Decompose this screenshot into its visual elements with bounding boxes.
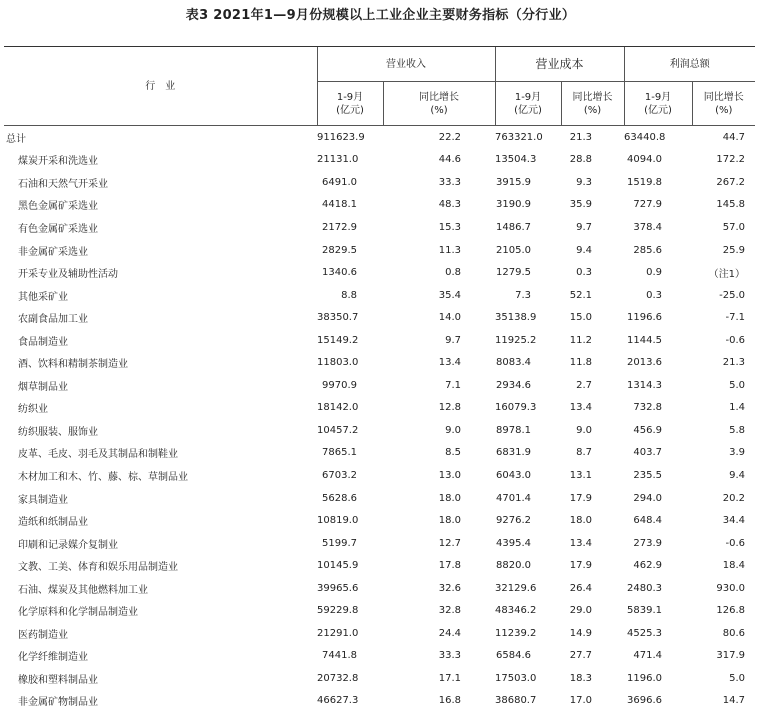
subheader-line: 1-9月 — [514, 91, 542, 103]
cell-profit-amount: 403.7 — [633, 447, 663, 459]
industry-name: 纺织业 — [18, 404, 48, 416]
cell-revenue-growth: 48.3 — [438, 199, 461, 211]
cell-profit-amount: 471.4 — [633, 650, 663, 662]
cell-cost-growth: 17.9 — [569, 560, 593, 572]
table-row — [4, 464, 755, 487]
cell-cost-growth: 0.3 — [576, 267, 593, 279]
cell-revenue-growth: 9.7 — [445, 334, 461, 346]
subheader-line: (%) — [583, 104, 602, 116]
cell-cost-amount: 35138.9 — [495, 312, 537, 324]
cell-profit-growth: 930.0 — [716, 582, 746, 594]
cell-profit-amount: 1144.5 — [627, 334, 663, 346]
cell-profit-growth: （注1） — [708, 269, 746, 281]
table-row — [4, 667, 755, 690]
industry-name: 印刷和记录媒介复制业 — [18, 539, 118, 551]
cell-revenue-amount: 21131.0 — [317, 154, 359, 166]
cell-cost-growth: 9.4 — [576, 244, 593, 256]
cell-revenue-amount: 59229.8 — [317, 605, 359, 617]
cell-revenue-amount: 911623.9 — [317, 126, 383, 149]
table-row — [4, 554, 755, 577]
cell-profit-amount: 456.9 — [633, 424, 663, 436]
cell-cost-amount: 3915.9 — [496, 176, 531, 188]
cell-cost-growth: 11.8 — [569, 357, 593, 369]
cell-revenue-amount: 7441.8 — [322, 650, 357, 662]
cell-cost-growth: 52.1 — [569, 289, 593, 301]
cell-profit-growth: 3.9 — [729, 447, 746, 459]
cell-cost-amount: 8820.0 — [496, 560, 531, 572]
cell-revenue-amount: 11803.0 — [317, 357, 359, 369]
subheader-line: (亿元) — [514, 104, 542, 116]
cell-revenue-amount: 15149.2 — [317, 334, 359, 346]
cell-profit-growth: 126.8 — [716, 605, 746, 617]
header-profit: 利润总额 — [624, 47, 755, 82]
industry-name: 酒、饮料和精制茶制造业 — [18, 359, 128, 371]
industry-name: 化学原料和化学制品制造业 — [18, 607, 138, 619]
header-industry: 行 业 — [4, 47, 317, 126]
subheader-revenue-growth — [383, 82, 495, 126]
cell-profit-amount: 727.9 — [633, 199, 663, 211]
cell-revenue-growth: 0.8 — [445, 267, 461, 279]
table-row — [4, 374, 755, 397]
cell-cost-growth: 9.7 — [576, 221, 593, 233]
cell-revenue-growth: 16.8 — [438, 695, 461, 707]
cell-profit-amount: 2480.3 — [627, 582, 663, 594]
financial-table-container — [4, 46, 755, 712]
cell-revenue-amount: 2172.9 — [322, 221, 357, 233]
table-row — [4, 239, 755, 262]
cell-profit-amount: 0.9 — [646, 267, 663, 279]
cell-cost-growth: 14.9 — [569, 627, 593, 639]
cell-cost-growth: 18.0 — [569, 515, 593, 527]
industry-name: 石油和天然气开采业 — [18, 178, 108, 190]
cell-profit-growth: -25.0 — [719, 289, 746, 301]
cell-revenue-amount: 2829.5 — [322, 244, 357, 256]
cell-profit-growth: 20.2 — [722, 492, 746, 504]
cell-profit-amount: 462.9 — [633, 560, 663, 572]
industry-name: 农副食品加工业 — [18, 314, 88, 326]
cell-profit-growth: 267.2 — [716, 176, 746, 188]
subheader-line: 同比增长 — [419, 91, 459, 103]
cell-revenue-growth: 8.5 — [445, 447, 461, 459]
cell-cost-growth: 21.3 — [561, 126, 624, 149]
subheader-revenue-amount — [317, 82, 383, 126]
cell-cost-growth: 27.7 — [569, 650, 593, 662]
subheader-cost-growth — [561, 82, 624, 126]
cell-cost-growth: 18.3 — [569, 672, 593, 684]
table-row — [4, 284, 755, 307]
industry-name: 皮革、毛皮、羽毛及其制品和制鞋业 — [18, 449, 178, 461]
table-row — [4, 261, 755, 284]
cell-revenue-growth: 15.3 — [438, 221, 461, 233]
cell-cost-growth: 17.0 — [569, 695, 593, 707]
industry-name: 其他采矿业 — [18, 291, 68, 303]
table-row — [4, 216, 755, 239]
cell-profit-growth: 14.7 — [722, 695, 746, 707]
industry-name: 化学纤维制造业 — [18, 652, 88, 664]
cell-profit-growth: -7.1 — [725, 312, 746, 324]
cell-profit-amount: 273.9 — [633, 537, 663, 549]
header-cost: 营业成本 — [495, 47, 624, 82]
cell-profit-amount: 2013.6 — [627, 357, 663, 369]
cell-cost-amount: 8083.4 — [496, 357, 531, 369]
industry-name: 造纸和纸制品业 — [18, 517, 88, 529]
cell-profit-growth: 172.2 — [716, 154, 746, 166]
industry-name: 有色金属矿采选业 — [18, 223, 98, 235]
cell-revenue-growth: 14.0 — [438, 312, 461, 324]
cell-cost-amount: 17503.0 — [495, 672, 537, 684]
cell-cost-amount: 6584.6 — [496, 650, 531, 662]
cell-profit-growth: -0.6 — [725, 537, 746, 549]
cell-revenue-amount: 6703.2 — [322, 469, 357, 481]
cell-profit-amount: 1314.3 — [627, 379, 663, 391]
industry-name: 纺织服装、服饰业 — [18, 426, 98, 438]
cell-cost-amount: 2105.0 — [496, 244, 531, 256]
cell-revenue-growth: 22.2 — [383, 126, 495, 149]
table-row — [4, 126, 755, 149]
subheader-line: 1-9月 — [336, 91, 364, 103]
cell-revenue-amount: 5199.7 — [322, 537, 357, 549]
cell-revenue-amount: 21291.0 — [317, 627, 359, 639]
cell-revenue-growth: 13.4 — [438, 357, 461, 369]
cell-cost-amount: 8978.1 — [496, 424, 531, 436]
cell-profit-growth: 5.0 — [729, 672, 746, 684]
subheader-line: 同比增长 — [703, 91, 744, 103]
cell-cost-amount: 11239.2 — [495, 627, 537, 639]
table-row — [4, 171, 755, 194]
cell-revenue-amount: 10819.0 — [317, 515, 359, 527]
table-row — [4, 622, 755, 645]
cell-revenue-growth: 44.6 — [438, 154, 461, 166]
cell-revenue-growth: 33.3 — [438, 176, 461, 188]
cell-revenue-amount: 10145.9 — [317, 560, 359, 572]
cell-revenue-growth: 12.8 — [438, 402, 461, 414]
cell-profit-growth: 25.9 — [722, 244, 746, 256]
subheader-profit-amount — [624, 82, 692, 126]
cell-profit-amount: 235.5 — [633, 469, 663, 481]
cell-revenue-amount: 38350.7 — [317, 312, 359, 324]
cell-cost-amount: 48346.2 — [495, 605, 537, 617]
subheader-line: 1-9月 — [644, 91, 672, 103]
cell-cost-growth: 13.1 — [569, 469, 593, 481]
subheader-line: (亿元) — [644, 104, 672, 116]
industry-name: 非金属矿物制品业 — [18, 697, 98, 709]
industry-name: 煤炭开采和洗选业 — [18, 156, 98, 168]
subheader-cost-amount — [495, 82, 561, 126]
table-row — [4, 442, 755, 465]
cell-revenue-amount: 46627.3 — [317, 695, 359, 707]
cell-cost-amount: 32129.6 — [495, 582, 537, 594]
cell-profit-amount: 648.4 — [633, 515, 663, 527]
industry-name: 黑色金属矿采选业 — [18, 201, 98, 213]
cell-profit-amount: 4094.0 — [627, 154, 663, 166]
cell-cost-growth: 26.4 — [569, 582, 593, 594]
cell-revenue-amount: 39965.6 — [317, 582, 359, 594]
cell-revenue-growth: 9.0 — [445, 424, 461, 436]
table-title: 表3 2021年1—9月份规模以上工业企业主要财务指标（分行业） — [185, 8, 576, 23]
cell-cost-amount: 2934.6 — [496, 379, 531, 391]
cell-profit-amount: 1196.6 — [627, 312, 663, 324]
cell-revenue-amount: 4418.1 — [322, 199, 357, 211]
subheader-line: (%) — [715, 104, 733, 116]
cell-cost-amount: 4395.4 — [496, 537, 531, 549]
cell-revenue-growth: 11.3 — [438, 244, 461, 256]
financial-indicators-table — [4, 46, 755, 712]
subheader-line: (%) — [430, 104, 448, 116]
cell-revenue-amount: 20732.8 — [317, 672, 359, 684]
table-row — [4, 329, 755, 352]
industry-name: 开采专业及辅助性活动 — [18, 269, 118, 281]
cell-cost-growth: 8.7 — [576, 447, 593, 459]
cell-cost-growth: 28.8 — [569, 154, 593, 166]
cell-profit-growth: 80.6 — [722, 627, 746, 639]
cell-cost-growth: 13.4 — [569, 537, 593, 549]
cell-revenue-growth: 18.0 — [438, 515, 461, 527]
cell-profit-growth: 5.0 — [729, 379, 746, 391]
cell-cost-amount: 9276.2 — [496, 515, 531, 527]
cell-profit-amount: 294.0 — [633, 492, 663, 504]
cell-revenue-growth: 24.4 — [438, 627, 461, 639]
table-row — [4, 306, 755, 329]
cell-cost-growth: 11.2 — [569, 334, 593, 346]
cell-cost-growth: 15.0 — [569, 312, 593, 324]
subheader-profit-growth — [692, 82, 755, 126]
cell-profit-growth: 44.7 — [692, 126, 755, 149]
cell-revenue-amount: 18142.0 — [317, 402, 359, 414]
table-row — [4, 487, 755, 510]
table-row — [4, 351, 755, 374]
cell-cost-amount: 1486.7 — [496, 221, 531, 233]
cell-cost-growth: 13.4 — [569, 402, 593, 414]
industry-name: 总计 — [4, 126, 317, 149]
cell-profit-amount: 0.3 — [646, 289, 663, 301]
cell-revenue-amount: 1340.6 — [322, 267, 357, 279]
cell-profit-amount: 1519.8 — [627, 176, 663, 188]
cell-cost-amount: 11925.2 — [495, 334, 537, 346]
cell-cost-growth: 9.0 — [576, 424, 593, 436]
table-row — [4, 645, 755, 668]
cell-profit-growth: -0.6 — [725, 334, 746, 346]
cell-profit-growth: 57.0 — [722, 221, 746, 233]
cell-revenue-amount: 10457.2 — [317, 424, 359, 436]
cell-profit-amount: 1196.0 — [627, 672, 663, 684]
cell-profit-amount: 732.8 — [633, 402, 663, 414]
table-row — [4, 509, 755, 532]
cell-revenue-amount: 8.8 — [341, 289, 357, 301]
table-row — [4, 149, 755, 172]
header-revenue: 营业收入 — [317, 47, 495, 82]
cell-revenue-growth: 13.0 — [438, 469, 461, 481]
cell-cost-amount: 38680.7 — [495, 695, 537, 707]
cell-cost-amount: 16079.3 — [495, 402, 537, 414]
cell-profit-amount: 378.4 — [633, 221, 663, 233]
table-row — [4, 532, 755, 555]
table-row — [4, 397, 755, 420]
cell-profit-growth: 34.4 — [722, 515, 746, 527]
cell-cost-amount: 1279.5 — [496, 267, 531, 279]
cell-profit-amount: 5839.1 — [627, 605, 663, 617]
cell-cost-growth: 9.3 — [576, 176, 593, 188]
cell-profit-growth: 1.4 — [729, 402, 746, 414]
cell-cost-amount: 6831.9 — [496, 447, 531, 459]
table-row — [4, 690, 755, 712]
cell-revenue-growth: 35.4 — [438, 289, 461, 301]
cell-revenue-amount: 6491.0 — [322, 176, 357, 188]
cell-profit-amount: 4525.3 — [627, 627, 663, 639]
cell-cost-growth: 35.9 — [569, 199, 593, 211]
table-row — [4, 419, 755, 442]
cell-cost-amount: 4701.4 — [496, 492, 531, 504]
cell-profit-growth: 21.3 — [722, 357, 746, 369]
table-row — [4, 194, 755, 217]
industry-name: 石油、煤炭及其他燃料加工业 — [18, 584, 148, 596]
industry-name: 烟草制品业 — [18, 381, 68, 393]
industry-name: 家具制造业 — [18, 494, 68, 506]
cell-cost-amount: 13504.3 — [495, 154, 537, 166]
cell-profit-amount: 63440.8 — [624, 126, 692, 149]
cell-revenue-growth: 7.1 — [445, 379, 461, 391]
cell-cost-amount: 3190.9 — [496, 199, 531, 211]
subheader-line: (亿元) — [336, 104, 364, 116]
industry-name: 医药制造业 — [18, 629, 68, 641]
cell-cost-amount: 763321.0 — [495, 126, 561, 149]
cell-revenue-amount: 9970.9 — [322, 379, 357, 391]
cell-cost-growth: 17.9 — [569, 492, 593, 504]
table-row — [4, 577, 755, 600]
cell-revenue-growth: 32.8 — [438, 605, 461, 617]
industry-name: 非金属矿采选业 — [18, 246, 88, 258]
cell-profit-growth: 9.4 — [729, 469, 746, 481]
cell-cost-growth: 29.0 — [569, 605, 593, 617]
cell-profit-growth: 18.4 — [722, 560, 746, 572]
cell-revenue-growth: 33.3 — [438, 650, 461, 662]
cell-revenue-growth: 12.7 — [438, 537, 461, 549]
cell-profit-growth: 5.8 — [729, 424, 746, 436]
cell-revenue-amount: 5628.6 — [322, 492, 357, 504]
subheader-line: 同比增长 — [572, 91, 613, 103]
cell-profit-growth: 145.8 — [716, 199, 746, 211]
cell-revenue-growth: 17.1 — [438, 672, 461, 684]
cell-revenue-growth: 32.6 — [438, 582, 461, 594]
cell-cost-amount: 6043.0 — [496, 469, 531, 481]
cell-cost-amount: 7.3 — [515, 289, 531, 301]
table-row — [4, 599, 755, 622]
cell-profit-amount: 3696.6 — [627, 695, 663, 707]
cell-revenue-growth: 18.0 — [438, 492, 461, 504]
industry-name: 木材加工和木、竹、藤、棕、草制品业 — [18, 471, 188, 483]
cell-profit-amount: 285.6 — [633, 244, 663, 256]
industry-name: 橡胶和塑料制品业 — [18, 674, 98, 686]
cell-revenue-growth: 17.8 — [438, 560, 461, 572]
industry-name: 文教、工美、体育和娱乐用品制造业 — [18, 562, 178, 574]
industry-name: 食品制造业 — [18, 336, 68, 348]
cell-revenue-amount: 7865.1 — [322, 447, 357, 459]
cell-profit-growth: 317.9 — [716, 650, 746, 662]
cell-cost-growth: 2.7 — [576, 379, 593, 391]
